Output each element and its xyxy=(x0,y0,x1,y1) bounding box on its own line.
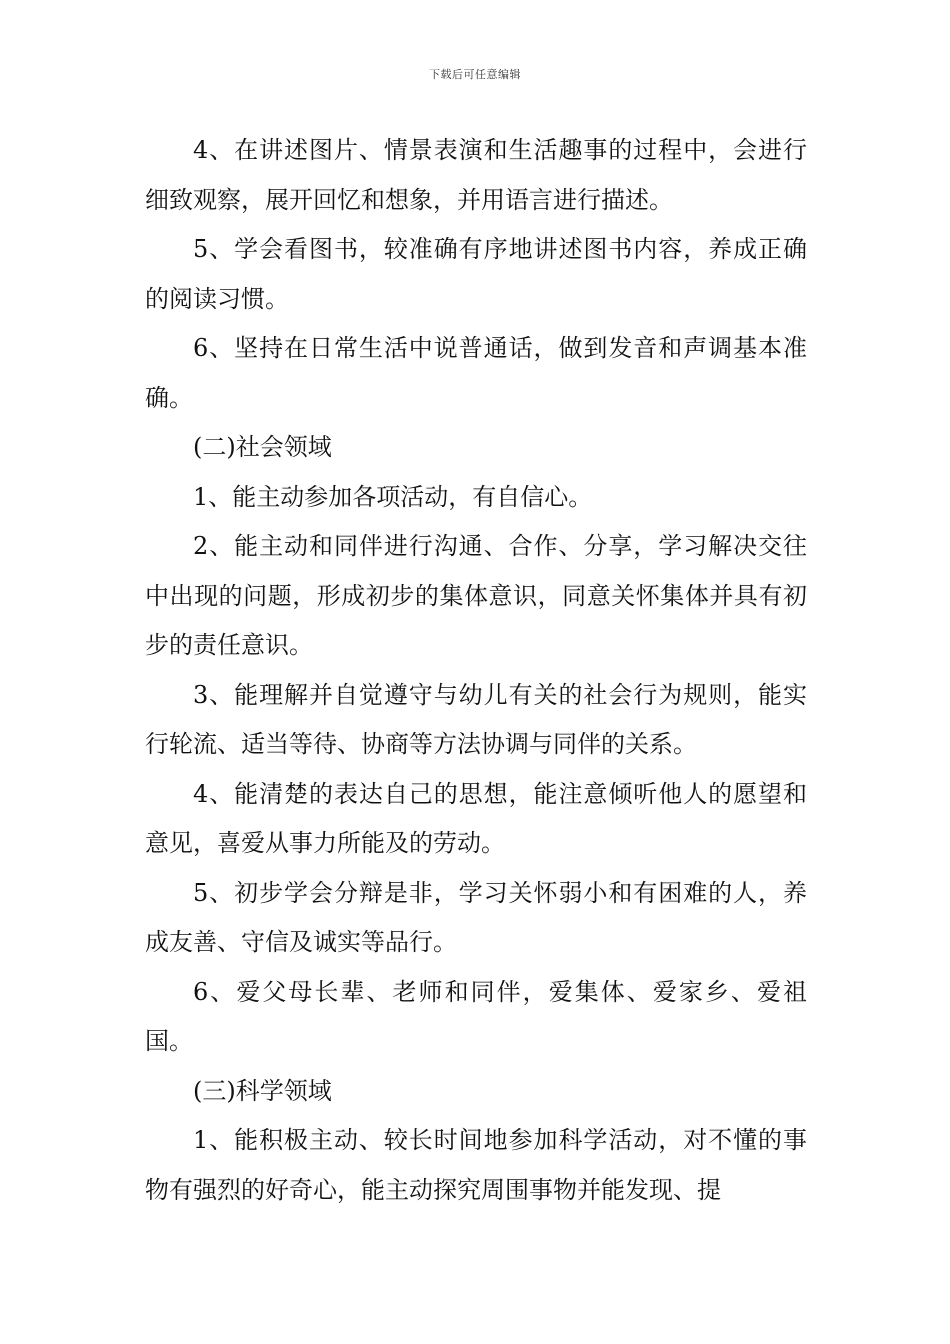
paragraph-language-5: 5、学会看图书，较准确有序地讲述图书内容，养成正确的阅读习惯。 xyxy=(145,235,807,313)
document-body xyxy=(145,126,807,1215)
header-note: 下载后可任意编辑 xyxy=(429,68,521,81)
section-heading-social: (二)社会领域 xyxy=(193,433,332,461)
section-heading-science: (三)科学领域 xyxy=(193,1076,332,1105)
paragraph-language-4: 4、在讲述图片、情景表演和生活趣事的过程中，会进行细致观察，展开回忆和想象，并用语言进行描述。 xyxy=(145,136,807,214)
paragraph-social-4: 4、能清楚的表达自己的思想，能注意倾听他人的愿望和意见，喜爱从事力所能及的劳动。 xyxy=(145,779,807,857)
paragraph-social-6: 6、爱父母长辈、老师和同伴，爱集体、爱家乡、爱祖国。 xyxy=(145,977,807,1055)
paragraph-social-2: 2、能主动和同伴进行沟通、合作、分享，学习解决交往中出现的问题，形成初步的集体意识，同意关怀集体并具有初步的责任意识。 xyxy=(145,532,807,659)
paragraph-language-6: 6、坚持在日常生活中说普通话，做到发音和声调基本准确。 xyxy=(145,334,807,412)
paragraph-social-3: 3、能理解并自觉遵守与幼儿有关的社会行为规则，能实行轮流、适当等待、协商等方法协调与同伴的关系。 xyxy=(145,680,807,758)
paragraph-social-1: 1、能主动参加各项活动，有自信心。 xyxy=(193,482,593,511)
paragraph-science-1: 1、能积极主动、较长时间地参加科学活动，对不懂的事物有强烈的好奇心，能主动探究周围事物并能发现、提 xyxy=(145,1126,807,1204)
paragraph-social-5: 5、初步学会分辩是非，学习关怀弱小和有困难的人，养成友善、守信及诚实等品行。 xyxy=(145,878,807,956)
